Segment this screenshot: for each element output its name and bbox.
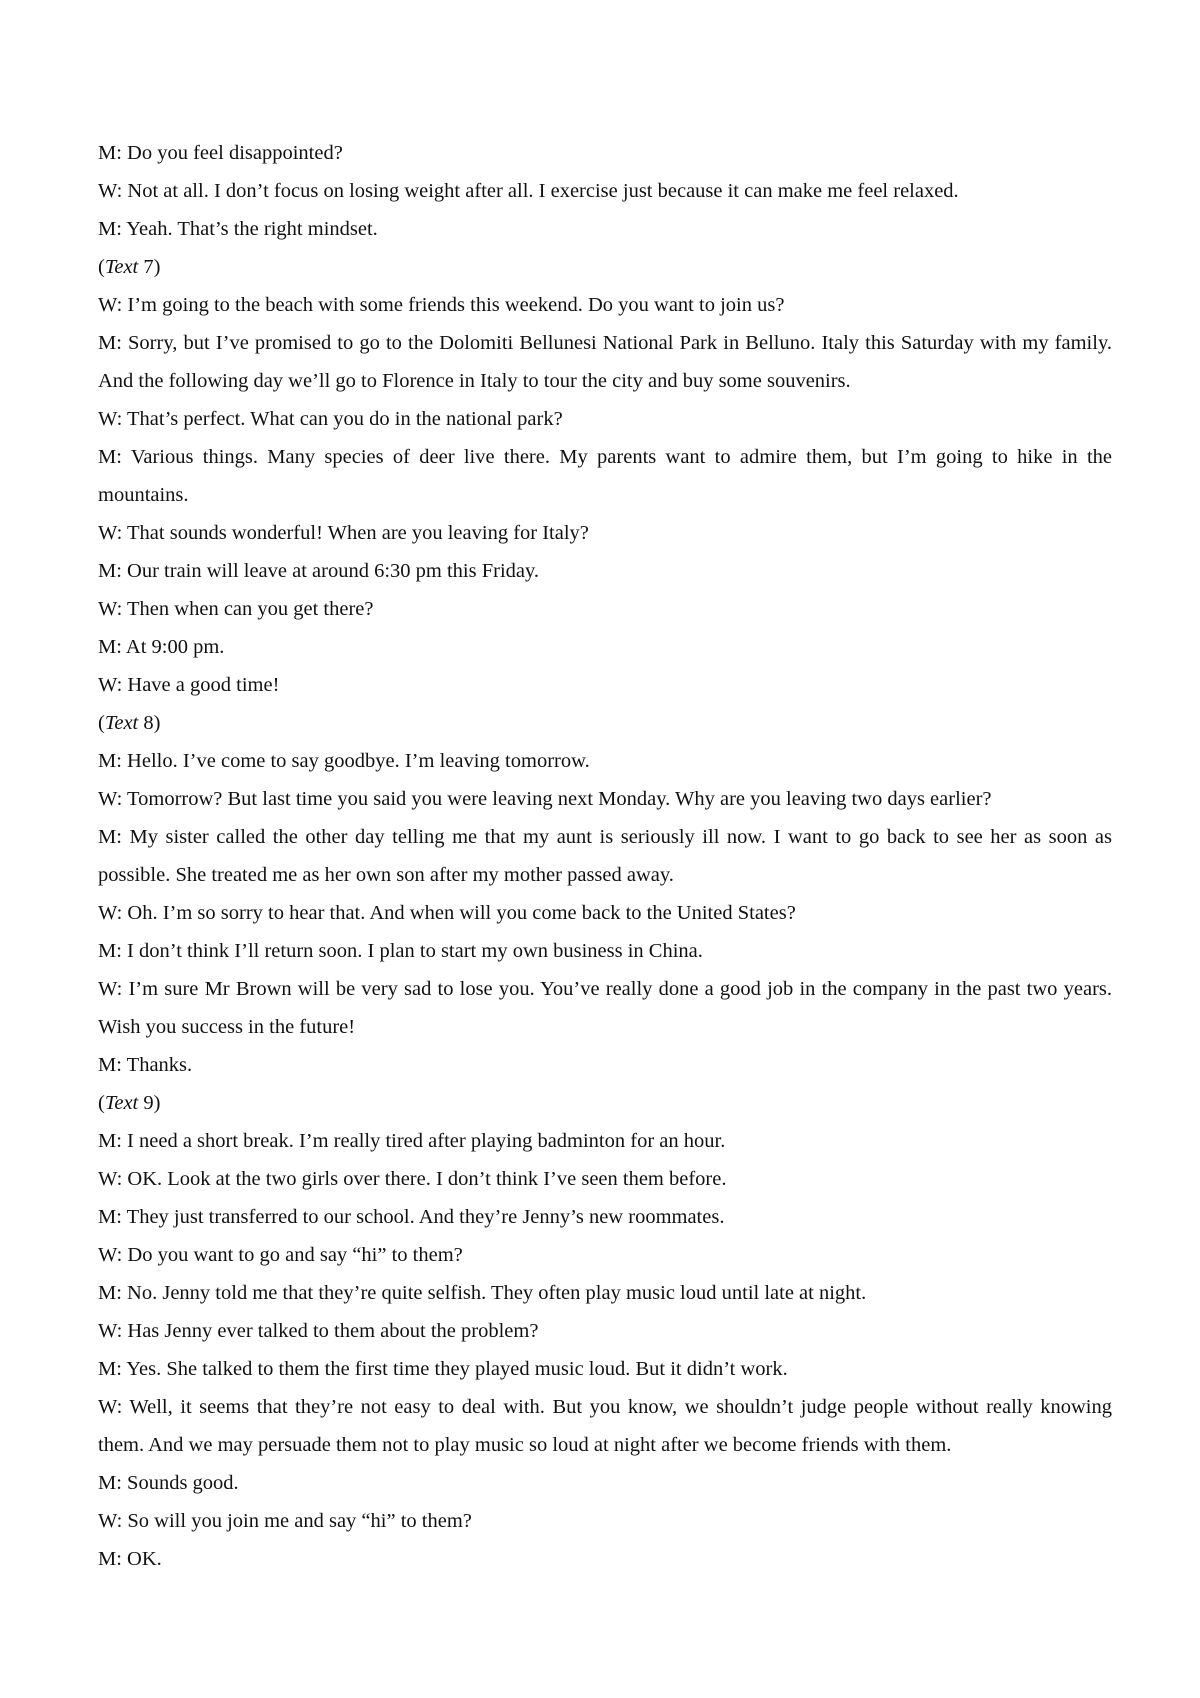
dialogue-line: M: Our train will leave at around 6:30 pm this Friday. [98, 560, 540, 582]
dialogue-line: W: Have a good time! [98, 674, 280, 696]
section-number: 7 [143, 256, 154, 278]
dialogue-line: M: They just transferred to our school. And they’re Jenny’s new roommates. [98, 1206, 725, 1228]
dialogue-line: M: Do you feel disappointed? [98, 142, 343, 164]
transcript-page [98, 134, 1112, 1578]
section-number: 8 [143, 712, 154, 734]
section-label: Text [104, 712, 139, 734]
dialogue-line: W: Then when can you get there? [98, 598, 374, 620]
dialogue-line: M: I don’t think I’ll return soon. I plan to start my own business in China. [98, 940, 703, 962]
dialogue-line: W: So will you join me and say “hi” to them? [98, 1510, 472, 1532]
dialogue-line: W: Oh. I’m so sorry to hear that. And when will you come back to the United States? [98, 902, 796, 924]
dialogue-line: M: Sounds good. [98, 1472, 239, 1494]
dialogue-line: M: Yeah. That’s the right mindset. [98, 218, 378, 240]
dialogue-line: W: That’s perfect. What can you do in the national park? [98, 408, 563, 430]
dialogue-line: W: Well, it seems that they’re not easy to deal with. But you know, we shouldn’t judge people without really knowing them. And we may persuade them not to play music so loud at night after we become friends with them. [98, 1396, 1112, 1456]
section-number: 9 [143, 1092, 154, 1114]
section-heading: (Text 7) [98, 256, 161, 278]
section-label: Text [104, 1092, 139, 1114]
dialogue-line: M: I need a short break. I’m really tired after playing badminton for an hour. [98, 1130, 726, 1152]
dialogue-line: W: I’m sure Mr Brown will be very sad to lose you. You’ve really done a good job in the company in the past two years. Wish you success in the future! [98, 978, 1112, 1038]
dialogue-line: M: My sister called the other day telling me that my aunt is seriously ill now. I want to go back to see her as soon as possible. She treated me as her own son after my mother passed away. [98, 826, 1112, 886]
section-label: Text [104, 256, 139, 278]
dialogue-line: M: At 9:00 pm. [98, 636, 225, 658]
dialogue-line: M: OK. [98, 1548, 162, 1570]
dialogue-line: M: Various things. Many species of deer live there. My parents want to admire them, but I’m going to hike in the mountains. [98, 446, 1112, 506]
dialogue-line: M: Thanks. [98, 1054, 193, 1076]
dialogue-line: W: Do you want to go and say “hi” to them? [98, 1244, 463, 1266]
dialogue-line: W: Tomorrow? But last time you said you were leaving next Monday. Why are you leaving two days earlier? [98, 788, 992, 810]
section-heading: (Text 8) [98, 712, 161, 734]
dialogue-line: W: Not at all. I don’t focus on losing weight after all. I exercise just because it can make me feel relaxed. [98, 180, 959, 202]
dialogue-line: M: Hello. I’ve come to say goodbye. I’m leaving tomorrow. [98, 750, 590, 772]
dialogue-line: M: Yes. She talked to them the first time they played music loud. But it didn’t work. [98, 1358, 788, 1380]
dialogue-line: M: Sorry, but I’ve promised to go to the Dolomiti Bellunesi National Park in Belluno. Italy this Saturday with my family. And the following day we’ll go to Florence in Italy to tour the city and buy some souvenirs. [98, 332, 1112, 392]
dialogue-line: M: No. Jenny told me that they’re quite selfish. They often play music loud until late at night. [98, 1282, 867, 1304]
dialogue-line: W: That sounds wonderful! When are you leaving for Italy? [98, 522, 589, 544]
dialogue-line: W: OK. Look at the two girls over there. I don’t think I’ve seen them before. [98, 1168, 727, 1190]
section-heading: (Text 9) [98, 1092, 161, 1114]
dialogue-line: W: I’m going to the beach with some friends this weekend. Do you want to join us? [98, 294, 785, 316]
dialogue-line: W: Has Jenny ever talked to them about the problem? [98, 1320, 539, 1342]
